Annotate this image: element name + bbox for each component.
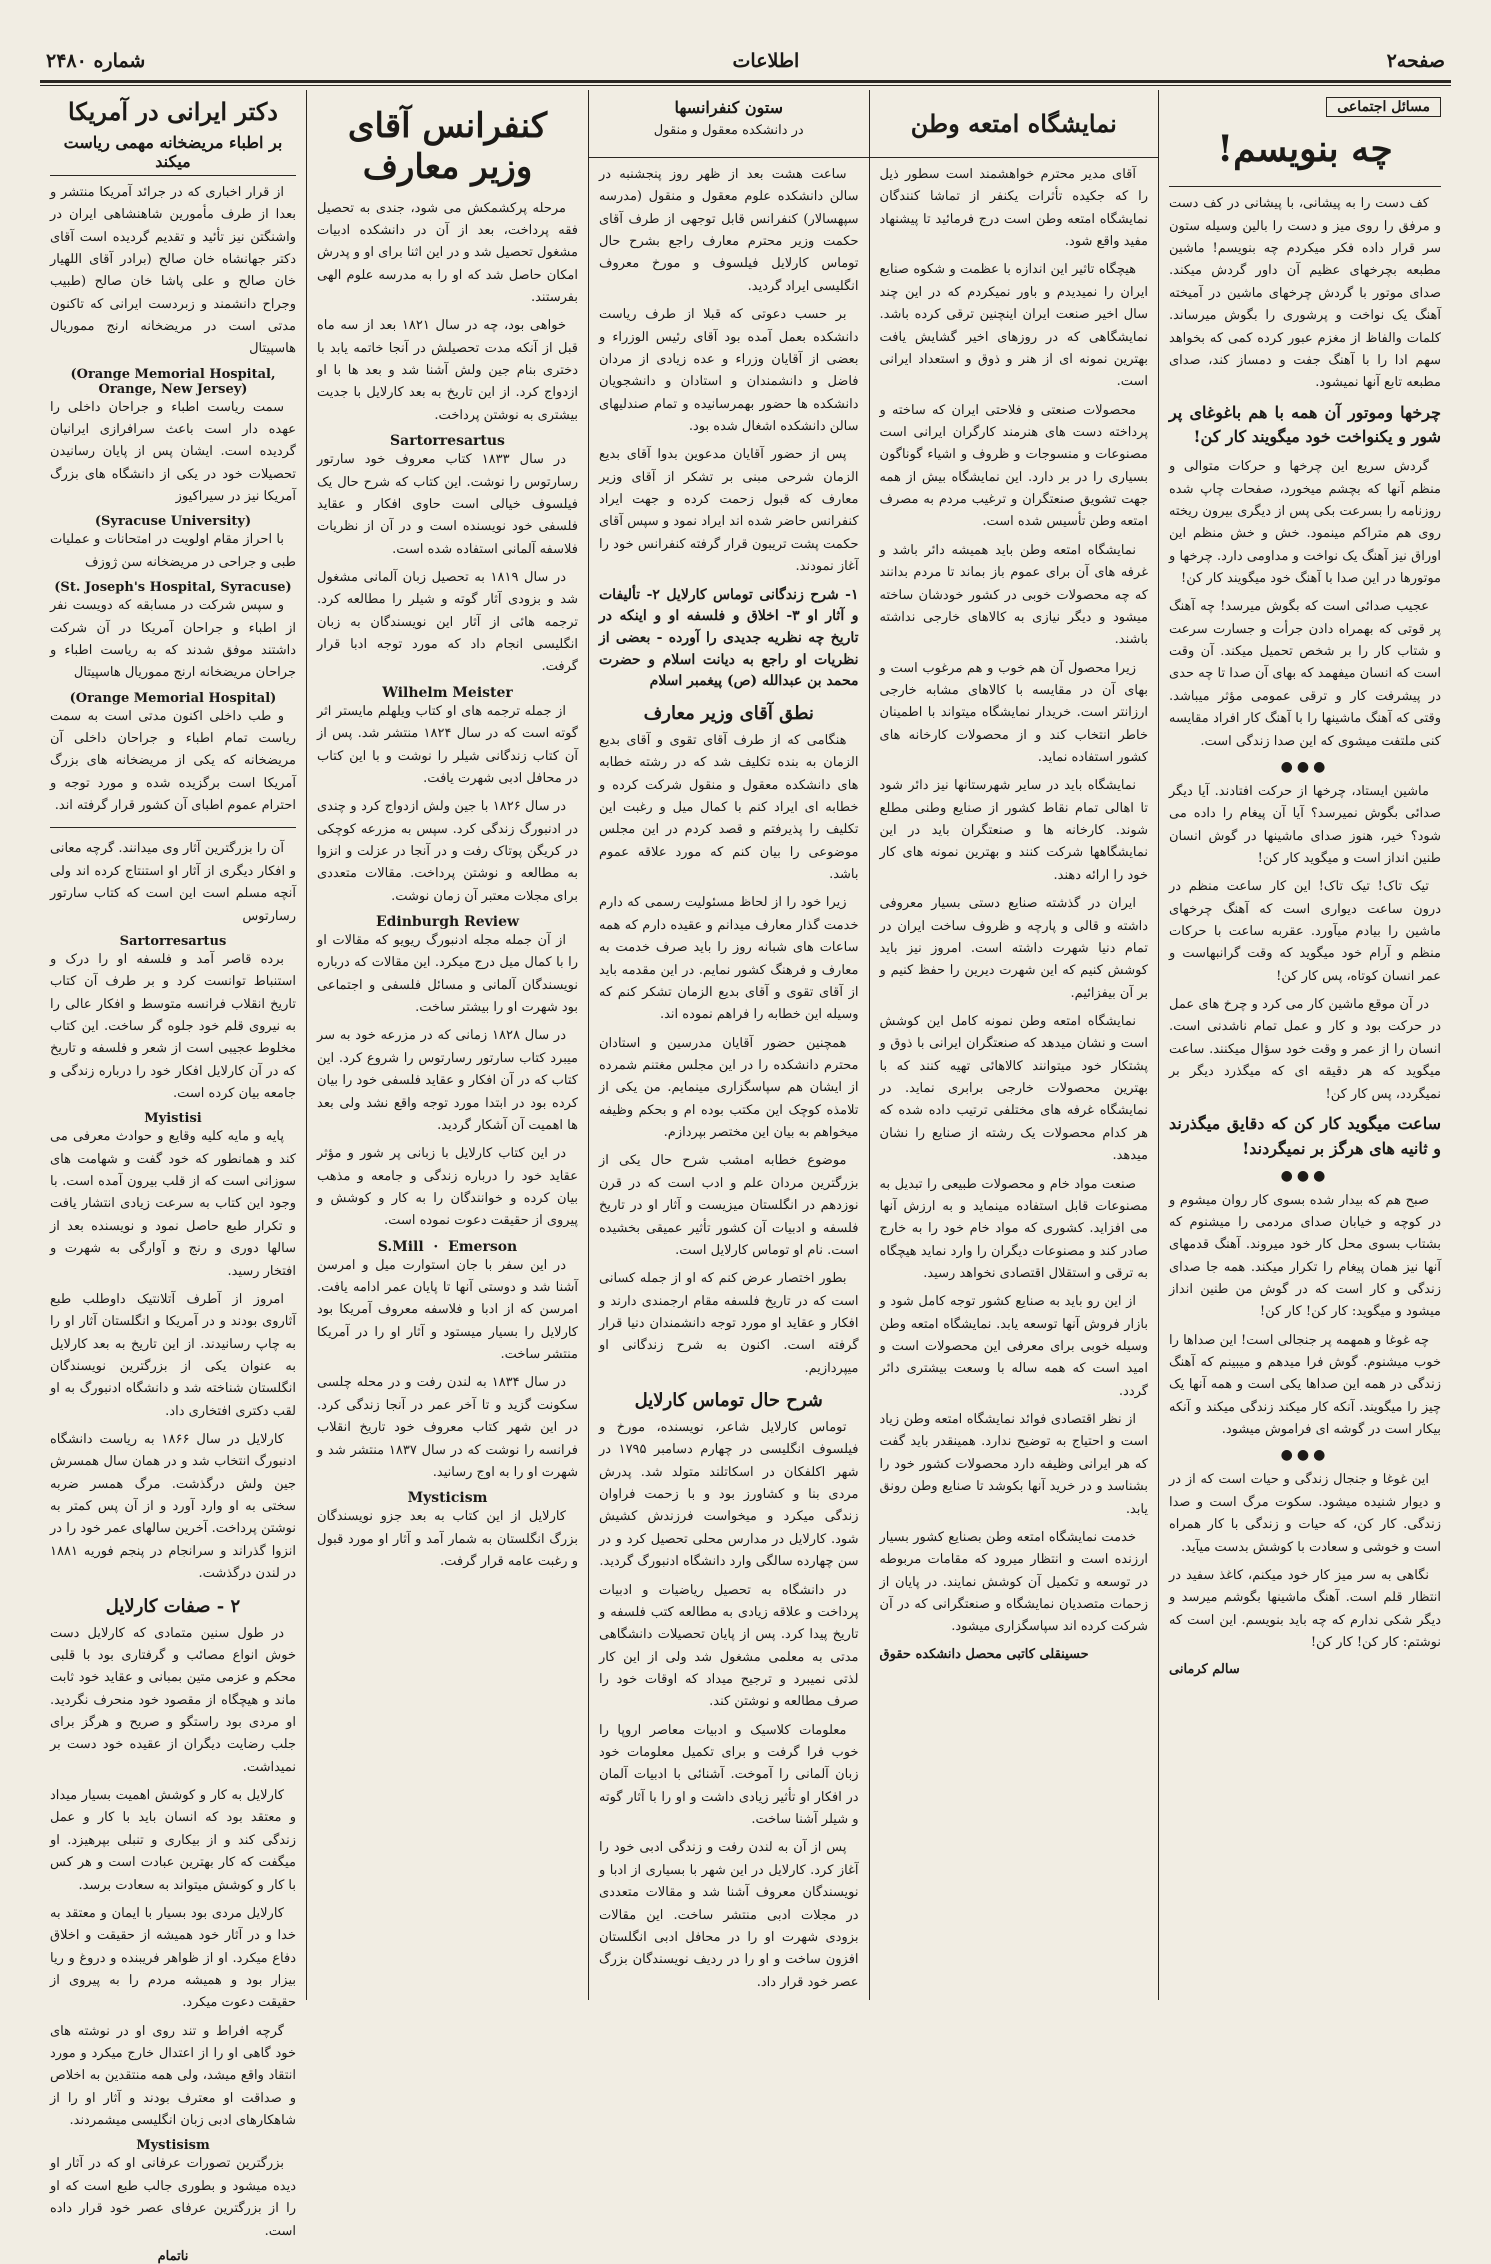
conference-paragraph: در دانشگاه به تحصیل ریاضیات و ادبیات پرداخت و علاقه زیادی به مطالعه کتب فلسفه و تاریخ پیدا کرد. پس از پایان تحصیلات دانشگاهی مدتی به معلمی مشغول شد ولی از این کار لذتی نمیبرد و ترجیح میداد که اوقات خود را صرف مطالعه و نوشتن کند. xyxy=(599,1582,859,1710)
conference-paragraph: زیرا خود را از لحاظ مسئولیت رسمی که دارم خدمت گذار معارف میدانم و عقیده دارم که همه ساعات های شبانه روز را باید صرف خدمت به معارف و فرهنگ کشور نمایم. در این مقدمه باید از آقای تقوی و آقای بدیع الزمان تشکر کنم که وسیله این خطابه را فراهم نموده اند. xyxy=(599,895,859,1023)
latin-term: (Orange Memorial Hospital, Orange, New Jersey) xyxy=(70,366,276,397)
conference-paragraph: معلومات کلاسیک و ادبیات معاصر اروپا را خوب فرا گرفت و برای تکمیل معلومات خود زبان آلمانی را آموخت. آشنائی با ادبیات آلمان در افکار او تأثیر زیادی داشت و او را با آثار گوته و شیلر آشنا ساخت. xyxy=(599,1722,859,1828)
column-center xyxy=(588,90,1158,2000)
conference-paragraph: از آن جمله مجله ادنبورگ ریویو که مقالات او را با کمال میل درج میکرد. این مقالات که درباره نویسندگان آلمانی و مسائل فلسفی و اجتماعی بود شهرت او را بیشتر ساخت. xyxy=(317,933,578,1016)
column-doctor xyxy=(40,90,306,2264)
exhibition-paragraph: آقای مدیر محترم خواهشمند است سطور ذیل را که جکیده تأثرات یکنفر از تماشا کنندگان نمایشگاه امتعه وطن است درج فرمائید تا پیشنهاد مفید واقع شود. xyxy=(879,167,1148,250)
latin-term: S.Mill · Emerson xyxy=(377,1238,518,1255)
section-label: مسائل اجتماعی xyxy=(1326,97,1441,117)
center-subheader xyxy=(589,90,1158,158)
latin-term: Mysticism xyxy=(407,1490,488,1507)
conference-paragraph: خواهی بود، چه در سال ۱۸۲۱ بعد از سه ماه قبل از آنکه مدت تحصیلش در آنجا خاتمه یابد با دختری بنام جین ولش آشنا شد و بعد ها با او ازدواج کرد. از این تاریخ به بعد کارلایل با جدیت بیشتری به نوشتن پرداخت. xyxy=(317,318,578,423)
latin-term: Sartorresartus xyxy=(390,433,505,450)
latin-term: Mystisism xyxy=(136,2138,210,2154)
conference-paragraph: موضوع خطابه امشب شرح حال یکی از بزرگترین مردان علم و ادب است که در قرن نوزدهم در انگلستان میزیست و آثار او در تاریخ فلسفه و ادبیات آن کشور تأثیر عمیقی بخشیده است. نام او توماس کارلایل است. xyxy=(599,1153,859,1258)
paper-name: اطلاعات xyxy=(732,50,800,72)
latin-term: Myistisi xyxy=(144,1111,202,1127)
doctor-subhead: بر اطباء مریضخانه مهمی ریاست میکند xyxy=(50,133,296,176)
latin-term: (Orange Memorial Hospital) xyxy=(69,690,277,706)
conference-paragraph: پس از آن به لندن رفت و زندگی ادبی خود را آغاز کرد. کارلایل در این شهر با بسیاری از ادبا و نویسندگان معروف آشنا شد و مقالات متعددی در مجلات ادبی منتشر ساخت. این مقالات بزودی شهرت او را در محافل ادبی انگلستان افزون ساخت و او را در ردیف نویسندگان بزرگ عصر خود قرار داد. xyxy=(599,1840,859,1990)
separator-stars: ●●● xyxy=(1280,758,1330,775)
conference-paragraph: در سال ۱۸۳۳ کتاب معروف خود سارتور رسارتوس را نوشت. این کتاب که شرح حال یک فیلسوف خیالی است حاوی افکار و عقاید فلسفی خود نویسنده است و در آن از نظریات فلاسفه آلمانی استفاده شده است. xyxy=(317,452,578,557)
exhibition-signature: حسینقلی کاتبی محصل دانشکده حقوق xyxy=(879,1646,1089,1662)
doctor-paragraph: سمت ریاست اطباء و جراحان داخلی را عهده دار است باعث سرافرازی ایرانیان گردیده است. ایشان پس از پایان رسانیدن تحصیلات خود در یکی از دانشگاه های بزرگ آمریکا نیز در سیراکیوز xyxy=(50,399,296,505)
carlyle-paragraph: کارلایل به کار و کوشش اهمیت بسیار میداد و معتقد بود که انسان باید با کار و عمل زندگی کند و از بیکاری و تنبلی بپرهیزد. او میگفت که کار بهترین عبادت است و هر کس با کار و کوشش میتواند به سعادت برسد. xyxy=(50,1788,296,1893)
essay-paragraph: کف دست را به پیشانی، با پیشانی در کف دست و مرفق را روی میز و دست را بالین وسیله ستون سر قرار داده فکر میکردم چه بنویسم! ماشین مطبعه بچرخهای عظیم آن داور گردش میکند. صدای موتور با گردش چرخهای ماشین در آمیخته آهنگ یک نواخت و پرشوری را بگوش میرساند. کلمات والفاظ از مغزم عبور کرده کمی که بخواهد سهم ادا را با آهنگ جفت و دمساز کند، صدای مطبعه تابع آنها نمیشود. xyxy=(1169,196,1441,391)
latin-term: (St. Joseph's Hospital, Syracuse) xyxy=(54,580,292,596)
latin-term: Edinburgh Review xyxy=(375,914,520,931)
conference-paragraph: از جمله ترجمه های او کتاب ویلهلم مایستر اثر گوته است که در سال ۱۸۲۴ منتشر شد. پس از آن کتاب زندگانی شیلر را نوشت و با این کتاب در محافل ادبی شهرت یافت. xyxy=(317,703,578,786)
carlyle-paragraph: کارلایل در سال ۱۸۶۶ به ریاست دانشگاه ادنبورگ انتخاب شد و در همان سال همسرش جین ولش درگذشت. مرگ همسر ضربه سختی به او وارد آورد و از آن پس کمتر به نوشتن پرداخت. آخرین سالهای عمر خود را در انزوا گذراند و سرانجام در پنجم فوریه ۱۸۸۱ در لندن درگذشت. xyxy=(50,1432,296,1582)
essay-paragraph: چه غوغا و همهمه پر جنجالی است! این صداها را خوب میشنوم. گوش فرا میدهم و میبینم که آهنگ زندگی در همه این صداها یکی است و همه آنها یک چیز را میگویند. آنکه کار میکند زندگی میکند و آنکه بیکار است در گوشه ای فراموش میشود. xyxy=(1169,1332,1441,1438)
doctor-paragraph: با احراز مقام اولویت در امتحانات و عملیات طبی و جراحی در مریضخانه سن ژوزف xyxy=(50,532,296,570)
conference-paragraph: هنگامی که از طرف آقای تقوی و آقای بدیع الزمان به بنده تکلیف شد که در رشته خطابه های دانشکده معقول و منقول شرکت کرده و خطابه ای ایراد کنم با کمال میل و رغبت این تکلیف را پذیرفتم و قصد کردم در این مجلس موضوعی را بیان کنم که مورد علاقه عموم باشد. xyxy=(599,732,859,883)
conference-paragraph: در سال ۱۸۱۹ به تحصیل زبان آلمانی مشغول شد و بزودی آثار گوته و شیلر را مطالعه کرد. ترجمه هائی از آثار این نویسندگان به زبان انگلیسی انجام داد که مورد توجه ادبا قرار گرفت. xyxy=(317,569,578,675)
carlyle-section-heading: ۲ - صفات کارلایل xyxy=(105,1595,241,1617)
conference-section-heading: شرح حال توماس کارلایل xyxy=(634,1390,823,1412)
conference-paragraph: بطور اختصار عرض کنم که او از جمله کسانی است که در تاریخ فلسفه مقام ارجمندی دارند و افکار و عقاید او مورد توجه دانشمندان دنیا قرار گرفته است. اکنون به شرح زندگانی او میپردازیم. xyxy=(599,1271,859,1376)
exhibition-paragraph: نمایشگاه باید در سایر شهرستانها نیز دائر شود تا اهالی تمام نقاط کشور از صنایع وطنی مطلع شوند. کارخانه ها و صنعتگران باید در این نمایشگاهها شرکت کنند و بهترین نمونه های کار خود را ارائه دهند. xyxy=(879,778,1148,883)
conference-paragraph: در سال ۱۸۲۸ زمانی که در مزرعه خود به سر میبرد کتاب سارتور رسارتوس را شروع کرد. این کتاب که در آن افکار و عقاید فلسفی خود را بیان کرده بود در ابتدا مورد توجه واقع نشد ولی بعد ها اهمیت آن آشکار گردید. xyxy=(317,1028,578,1133)
essay-paragraph: عجیب صدائی است که بگوش میرسد! چه آهنگ پر قوتی که بهمراه دادن جرأت و جسارت سرعت و شتاب کار را بر شخص تحمیل میکند. آن وقت است که انسان میفهمد که بهای آن صدا تا چه حدی در پیشرفت کار و ترقی عمومی مؤثر میباشد. وقتی که آهنگ ماشینها را با آهنگ کار افراد مقایسه کنی ملتفت میشوی که این صدا زندگی است. xyxy=(1169,599,1441,749)
latin-term-emerson: Emerson xyxy=(448,1238,518,1255)
essay-paragraph: ماشین ایستاد، چرخها از حرکت افتادند. آیا دیگر صدائی بگوش نمیرسد؟ آیا آن پیغام را داده می شود؟ خیر، هنوز صدای ماشینها در گوش انسان طنین انداز است و میگوید کار کن! xyxy=(1169,783,1441,866)
carlyle-paragraph: امروز از آطرف آتلانتیک داوطلب طبع آثاروی بودند و در آمریکا و انگلستان آثار او را به چاپ رسانیدند. از این تاریخ به بعد کارلایل به عنوان یکی از بزرگترین نویسندگان انگلستان شناخته شد و دانشگاه ادنبورگ به او لقب دکتری افتخاری داد. xyxy=(50,1291,296,1419)
essay-paragraph: گردش سریع این چرخها و حرکات متوالی و منظم آنها که بچشم میخورد، صفحات چاپ شده روزنامه را بسرعت بکی پس از دیگری بیرون ریخته روی هم متراکم مینمود. خش و خش منظم این اوراق نیز آهنگ یک نواخت و مداومی دارد. چرخها و موتورها در این صدا با آهنگ خود میگویند کار کن! xyxy=(1169,459,1441,587)
carlyle-paragraph: برده قاصر آمد و فلسفه او را درک و استنباط توانست کرد و بر طرف آن کتاب تاریخ انقلاب فرانسه متوسط و افکار عالی را به نیروی قلم خود جلوه گر ساخت. این کتاب مخلوط عجیبی است از شعر و فلسفه و تاریخ که در آن کارلایل افکار خود را درباره زندگی و جامعه بیان کرده است. xyxy=(50,951,296,1102)
exhibition-article xyxy=(869,158,1158,2000)
carlyle-paragraph: در طول سنین متمادی که کارلایل دست خوش انواع مصائب و گرفتاری بود با قلبی محکم و عزمی متین بمبانی و عقاید خود ثابت ماند و هیچگاه از مقصود خود منحرف نگردید. او مردی بود راستگو و صریح و هرگز برای جلب رضایت دیگران از عقیده خود دست بر نمیداشت. xyxy=(50,1625,296,1775)
exhibition-paragraph: زیرا محصول آن هم خوب و هم مرغوب است و بهای آن در مقایسه با کالاهای مشابه خارجی ارزانتر است. خریدار نمایشگاه میتواند با اطمینان خاطر انتخاب کند و از محصولات کارخانه های کشور استفاده نماید. xyxy=(879,660,1148,766)
exhibition-paragraph: هیچگاه تاثیر این اندازه با عظمت و شکوه صنایع ایران را نمیدیدم و باور نمیکردم که در این چند سال اخیر صنعت ایران اینچنین ترقی کرده باشد. نمایشگاهی که در روزهای اخیر گشایش یافت بهترین نمونه ای از هنر و ذوق و استعداد ایرانی است. xyxy=(879,262,1148,390)
exhibition-headline: نمایشگاه امتعه وطن xyxy=(910,109,1117,138)
conference-column-subtitle: در دانشکده معقول و منقول xyxy=(653,123,804,138)
conference-paragraph: در سال ۱۸۳۴ به لندن رفت و در محله چلسی سکونت گزید و تا آخر عمر در آنجا زندگی کرد. در این شهر کتاب معروف خود تاریخ انقلاب فرانسه را نوشت که در سال ۱۸۳۷ منتشر شد و شهرت او را به اوج رسانید. xyxy=(317,1375,578,1480)
essay-paragraph: این غوغا و جنجال زندگی و حیات است که از در و دیوار شنیده میشود. سکوت مرگ است و صدا زندگی. کار کن، که حیات و زندگی با کار همراه است و خوشی و سعادت با کوشش بدست میآید. xyxy=(1169,1472,1441,1555)
masthead-rule-thin xyxy=(40,85,1451,86)
essay-paragraph: نگاهی به سر میز کار خود میکنم، کاغذ سفید در انتظار قلم است. آهنگ ماشینها بگوشم میرسد و دیگر شکی ندارم که چه باید بنویسم. این است که نوشتم: کار کن! کار کن! xyxy=(1169,1567,1441,1650)
exhibition-paragraph: از این رو باید به صنایع کشور توجه کامل شود و بازار فروش آنها توسعه یابد. نمایشگاه امتعه وطن وسیله خوبی برای معرفی این محصولات است و امید است که همه ساله با وسعت بیشتری دائر گردد. xyxy=(879,1294,1148,1399)
essay-signature: سالم کرمانی xyxy=(1169,1662,1240,1678)
column-essay xyxy=(1158,90,1451,2000)
exhibition-paragraph: نمایشگاه امتعه وطن باید همیشه دائر باشد و غرفه های آن برای عموم باز بماند تا مردم بدانند که چه محصولات خوبی در کشور خودشان ساخته میشود و دیگر نیازی به کالاهای خارجی نداشته باشند. xyxy=(879,542,1148,648)
conference-paragraph: بر حسب دعوتی که قبلا از طرف ریاست دانشکده بعمل آمده بود آقای رئیس الوزراء و بعضی از آقایان وزراء و عده زیادی از مردان فاضل و دانشمندان و استادان و دانشجویان دانشکده ها حضور بهمرسانیده و تمام صندلیهای سالن دانشکده اشغال شده بود. xyxy=(599,307,859,434)
carlyle-paragraph: بزرگترین تصورات عرفانی او که در آثار او دیده میشود و بطوری جالب طبع است که او را از بزرگترین عرفای عصر خود قرار داده است. xyxy=(50,2156,296,2239)
conference-column-header xyxy=(589,90,869,157)
exhibition-paragraph: محصولات صنعتی و فلاحتی ایران که ساخته و پرداخته دست های هنرمند کارگران ایرانی است مصنوعات و منسوجات و ظروف و اشیاء گوناگون بسیاری را در بر دارد. این نمایشگاه بیش از همه جهت تشویق صنعتگران و ترغیب مردم به مصرف امتعه وطن تأسیس شده است. xyxy=(879,402,1148,530)
essay-paragraph: در آن موقع ماشین کار می کرد و چرخ های عمل در حرکت بود و کار و عمل تمام ناشدنی است. انسان را از عمر و وقت خود سؤال میکنند. ساعت میگوید که هر دقیقه ای که میگذرد دیگر بر نمیگردد، پس کار کن! xyxy=(1169,997,1441,1102)
carlyle-paragraph: کارلایل مردی بود بسیار با ایمان و معتقد به خدا و در آثار خود همیشه از حقیقت و اخلاق دفاع میکرد. او از ظواهر فریبنده و دروغ و ریا بیزار بود و همیشه مردم را به پیروی از حقیقت دعوت میکرد. xyxy=(50,1905,296,2011)
latin-term: Wilhelm Meister xyxy=(382,684,513,701)
masthead-rule xyxy=(40,80,1451,83)
doctor-paragraph: از قرار اخباری که در جرائد آمریکا منتشر و بعدا از طرف مأمورین شاهنشاهی ایران در واشنگتن نیز تأئید و تقدیم گردیده است آقای دکتر جهانشاه خان صالح (برادر آقای اللهیار خان صالح و علی پاشا خان صالح (طبیب وجراح دانشمند و زبردست ایرانی که تاکنون مدتی است در مریضخانه ارنج مموریال هاسپیتال xyxy=(50,184,296,357)
latin-term: Sartorresartus xyxy=(119,933,227,949)
conference-topics: ۱- شرح زندگانی توماس کارلایل ۲- تألیفات و آثار او ۳- اخلاق و فلسفه او و اینکه در تاریخ چه نظریه جدیدی را آورده - بعضی از نظریات او راجع به دیانت اسلام و حضرت محمد بن عبدالله (ص) پیغمبر اسلام xyxy=(599,586,859,690)
exhibition-paragraph: از نظر اقتصادی فوائد نمایشگاه امتعه وطن زیاد است و احتیاج به توضیح ندارد. همینقدر باید گفت که هر ایرانی وظیفه دارد محصولات کشور خود را بشناسد و در خرید آنها بکوشد تا صنایع وطن رونق یابد. xyxy=(879,1412,1148,1517)
conference-paragraph: مرحله پرکشمکش می شود، جندی به تحصیل فقه پرداخت، بعد از آن در دانشکده ادبیات مشغول تحصیل شد و در این اثنا برای او و پدرش امکان حاصل شد که او را به مدرسه علوم الهی بفرستند. xyxy=(316,200,578,306)
conference-paragraph: در این کتاب کارلایل با زبانی پر شور و مؤثر عقاید خود را درباره زندگی و جامعه و مذهب بیان کرده و خوانندگان را به کار و کوشش و پیروی از حقیقت دعوت نموده است. xyxy=(317,1146,578,1229)
conference-paragraph: کارلایل از این کتاب به بعد جزو نویسندگان بزرگ انگلستان به شمار آمد و آثار او مورد قبول و رغبت عامه قرار گرفت. xyxy=(317,1509,578,1569)
separator-stars: ●●● xyxy=(1280,1167,1330,1184)
exhibition-paragraph: خدمت نمایشگاه امتعه وطن بصنایع کشور بسیار ارزنده است و انتظار میرود که مقامات مربوطه در توسعه و تکمیل آن کوشش نمایند. در پایان از زحمات متصدیان نمایشگاه و صنعتگرانی که در آن شرکت کرده اند سپاسگزاری میشود. xyxy=(879,1529,1148,1635)
separator-stars: ●●● xyxy=(1280,1447,1330,1464)
page-number: صفحه۲ xyxy=(1386,50,1445,72)
doctor-headline: دکتر ایرانی در آمریکا xyxy=(68,97,278,126)
exhibition-paragraph: نمایشگاه امتعه وطن نمونه کامل این کوشش است و نشان میدهد که صنعتگران ایرانی با ذوق و پشتکار خود میتوانند کالاهائی تهیه کنند که با بهترین محصولات خارجی برابری نماید. در نمایشگاه غرفه های مختلفی ترتیب داده شده که هر کدام محصولات یک رشته از صنایع را نشان میدهد. xyxy=(879,1013,1148,1164)
conference-paragraph: پس از حضور آقایان مدعوین بدوا آقای بدیع الزمان شرحی مبنی بر تشکر از آقای وزیر معارف که قبول زحمت کرده و جهت ایراد کنفرانس حاضر شده اند ایراد نمود و سپس آقای حکمت پشت تریبون قرار گرفته کنفرانس خود را آغاز نمودند. xyxy=(599,447,859,575)
essay-bold-line: ساعت میگوید کار کن که دقایق میگذرند و ثانیه های هرگز بر نمیگردند! xyxy=(1169,1113,1441,1158)
doctor-paragraph: و سپس شرکت در مسابقه که دویست نفر از اطباء و جراحان آمریکا در آن شرکت داشتند موفق شدند که به ریاست اطباء و جراحان مریضخانه ارنج مموریال هاسپیتال xyxy=(50,598,296,681)
conference-paragraph: توماس کارلایل شاعر، نویسنده، مورخ و فیلسوف انگلیسی در چهارم دسامبر ۱۷۹۵ در شهر اکلفکان در اسکاتلند متولد شد. پدرش مردی بنا و کشاورز بود و با زحمت فراوان زندگی میکرد و میخواست فرزندش کشیش شود. کارلایل در مدارس محلی تحصیل کرد و در سن چهارده سالگی وارد دانشگاه ادنبورگ گردید. xyxy=(599,1420,859,1570)
continued-note: ناتمام xyxy=(157,2248,189,2264)
exhibition-header xyxy=(869,90,1158,157)
essay-title-block xyxy=(1169,96,1441,187)
conference-paragraph: همچنین حضور آقایان مدرسین و استادان محترم دانشکده را در این مجلس مغتنم شمرده از ایشان هم سپاسگزاری مینمایم. من یکی از تلامذه کوچک این مکتب بوده ام و بحکم وظیفه میخواهم به بیان این مختصر بپردازم. xyxy=(599,1035,859,1141)
carlyle-paragraph: پایه و مایه کلیه وقایع و حوادث معرفی می کند و همانطور که خود گفت و شهامت های سوزانی است که از قلب بیرون آمده است. با وجود این کتاب به سرعت زیادی انتشار یافت و تکرار طبع حاصل نمود و نویسنده بعد از سالها دوری و رنج و آوارگی به شهرت و افتخار رسید. xyxy=(50,1129,296,1279)
carlyle-paragraph: گرچه افراط و تند روی او در نوشته های خود گاهی او را از اعتدال خارج میکرد و مورد انتقاد واقع میشد، ولی همه منتقدین به اخلاص و صداقت او معترف بودند و آثار او را از شاهکارهای ادبی زبان انگلیسی میشمردند. xyxy=(50,2023,296,2129)
column-conference-continued xyxy=(306,90,588,2000)
conference-paragraph: در سال ۱۸۲۶ با جین ولش ازدواج کرد و چندی در ادنبورگ زندگی کرد. سپس به مزرعه کوچکی در کریگن پوتاک رفت و در آنجا در عزلت و انزوا به مطالعه و نوشتن پرداخت. مقالات متعددی برای مجلات معتبر آن زمان نوشت. xyxy=(317,799,578,904)
conference-paragraph: ساعت هشت بعد از ظهر روز پنجشنبه در سالن دانشکده علوم معقول و منقول (مدرسه سپهسالار) کنفرانس قابل توجهی از طرف آقای حکمت وزیر محترم معارف راجع بشرح حال توماس کارلایل فیلسوف و مورخ معروف انگلیسی ایراد گردید. xyxy=(599,167,859,294)
conference-paragraph: در این سفر با جان استوارت میل و امرسن آشنا شد و دوستی آنها تا پایان عمر ادامه یافت. امرسن که از ادبا و فلاسفه معروف آمریکا بود کارلایل را بسیار میستود و آثار او را در آمریکا منتشر ساخت. xyxy=(317,1257,578,1363)
carlyle-paragraph: آن را بزرگترین آثار وی میدانند. گرچه معانی و افکار دیگری از آثار او استنتاج کرده اند ولی آنچه مسلم است این است که کتاب سارتور رسارتوس xyxy=(50,841,296,924)
essay-paragraph: صبح هم که بیدار شده بسوی کار روان میشوم و در کوچه و خیابان صدای مردمی را میشنوم که بشتاب بسوی محل کار خود میروند. آهنگ قدمهای آنها نیز همان پیغام را تکرار میکند. همه جا صدای زندگی و کار است که در گوش من طنین انداز میشود و میگوید: کار کن! کار کن! xyxy=(1169,1192,1441,1320)
masthead xyxy=(40,48,1451,74)
exhibition-paragraph: ایران در گذشته صنایع دستی بسیار معروفی داشته و قالی و پارچه و ظروف ساخت ایران در تمام دنیا شهرت داشته است. امروز نیز باید کوشش کنیم که این شهرت دیرین را حفظ کنیم و بر آن بیفزائیم. xyxy=(879,896,1148,1001)
essay-bold-line: چرخها وموتور آن همه با هم باغوغای پر شور و یکنواخت خود میگویند کار کن! xyxy=(1169,402,1441,447)
doctor-paragraph: و طب داخلی اکنون مدتی است به سمت ریاست تمام اطباء و جراحان داخلی آن مریضخانه که یکی از مریضخانه های بزرگ آمریکا است برگزیده شده و مورد توجه و احترام عموم اطبای آن کشور قرار گرفته اند. xyxy=(50,708,296,814)
latin-term: (Syracuse University) xyxy=(94,514,252,530)
conference-headline: کنفرانس آقای وزیر معارف xyxy=(347,106,548,187)
conference-column-label: ستون کنفرانسها xyxy=(674,98,784,117)
essay-paragraph: تیک تاک! تیک تاک! این کار ساعت منظم در درون ساعت دیواری است که آهنگ چرخهای ماشین را بیادم میآورد. عقربه ساعت با حرکات منظم و آرام خود میگوید که وقت گرانبهاست و عمر انسان کوتاه، پس کار کن! xyxy=(1169,879,1441,984)
columns xyxy=(40,90,1451,2264)
center-body xyxy=(589,158,1158,2000)
conference-article xyxy=(589,158,869,2000)
article-divider xyxy=(50,827,296,828)
conference-section-heading: نطق آقای وزیر معارف xyxy=(643,702,814,724)
essay-headline: چه بنویسم! xyxy=(1217,128,1393,170)
issue-number: شماره ۲۴۸۰ xyxy=(46,50,146,72)
latin-term-mill: S.Mill xyxy=(377,1238,424,1255)
exhibition-paragraph: صنعت مواد خام و محصولات طبیعی را تبدیل به مصنوعات قابل استفاده مینماید و به ارزش آنها می افزاید. کشوری که مواد خام خود را به خارج صادر کند و مصنوعات دیگران را وارد نماید هیچگاه به ترقی و استقلال اقتصادی نخواهد رسید. xyxy=(879,1176,1148,1281)
